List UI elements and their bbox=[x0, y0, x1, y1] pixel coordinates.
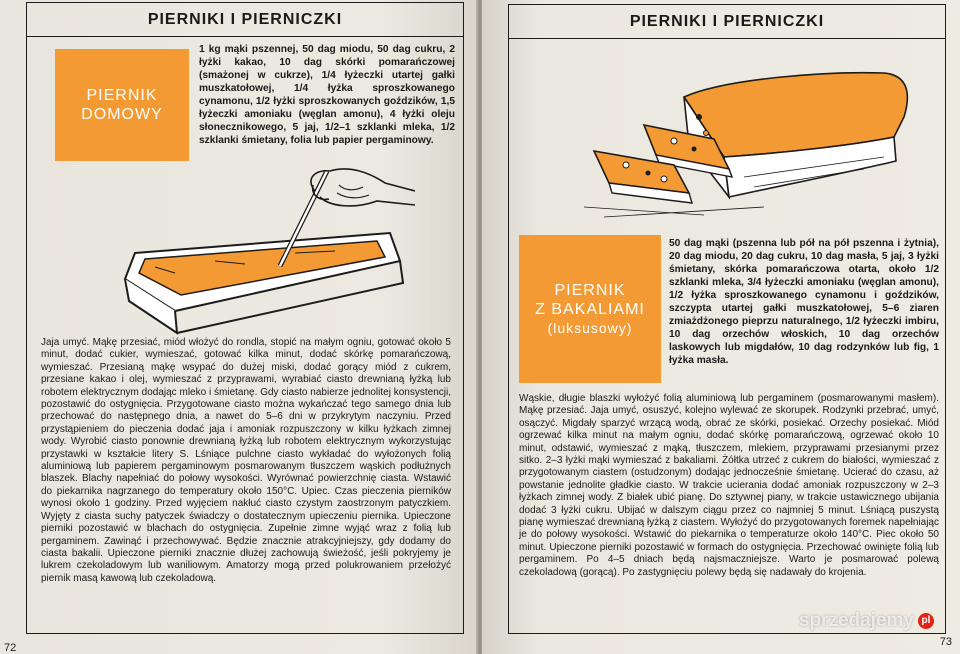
recipe-title-line: PIERNIK bbox=[554, 281, 626, 299]
right-page-frame bbox=[508, 4, 946, 634]
right-page bbox=[482, 0, 960, 654]
recipe-instructions: Jaja umyć. Mąkę przesiać, miód włożyć do rondla, stopić na małym ogniu, gotować około 5 minut, dodać cukier, wymieszać, gotować kilka minut, dodać skórkę pomarańczową, wymieszać. Przesianą mąkę wsypać do dużej miski, dodać gorący miód z cukrem, przesiane kakao i olej, wymieszać z przyprawami, wyrabiać ciasto drewnianą łyżką lub robotem elektrycznym dodając mleko i śmietanę. Gdy ciasto nabierze jednolitej konsystencji, pozostawić do ostygnięcia. Przygotowane ciasto można wykańczać tego samego dnia lub przechować do następnego dnia, a nawet do 5–6 dni w przykrytym naczyniu. Przed przystąpieniem do pieczenia dodać jaja i amoniak rozpuszczony w kilku łyżkach zimnej wody. Wyrobić ciasto ponownie drewnianą łyżką lub robotem elektrycznym wykorzystując przystawki w kształcie litery S. Lśniące pulchne ciasto wykładać do wyłożonych folią aluminiową lub papierem pergaminowym posmarowanym tłuszczem wąskich podłużnych blaszek. Blachy napełniać do połowy wysokości. Wyrównać powierzchnię ciasta. Wstawić do piekarnika nagrzanego do temperatury około 150°C. Upiec. Czas pieczenia pierników wynosi około 1 godziny. Przed wyjęciem nakłuć ciasto czystym zaostrzonym patyczkiem. Wyjęty z ciasta suchy patyczek świadczy o dostatecznym upieczeniu piernika. Upieczone pierniki pozostawić w blachach do ostygnięcia. Zupełnie zimne wyjąć wraz z folią lub pergaminem. Zawinąć i przechowywać. Będzie znacznie atrakcyjniejszy, gdy dodamy do ciasta bakalii. Upieczone pierniki znacznie dłużej zachowują świeżość, jeśli pokryjemy je lukrem czekoladowym lub waniliowym. Amatorzy mogą przed polukrowaniem przełożyć piernik masą kawową lub czekoladową. bbox=[41, 337, 451, 584]
recipe-title-piernik-domowy bbox=[55, 49, 189, 161]
watermark-badge: pl bbox=[918, 613, 934, 629]
watermark-text: sprzedajemy bbox=[798, 610, 914, 631]
page-number: 72 bbox=[4, 642, 17, 654]
recipe-title-line: Z BAKALIAMI bbox=[535, 300, 645, 318]
mixing-dough-illustration bbox=[115, 161, 415, 336]
recipe-title-line: DOMOWY bbox=[81, 106, 163, 123]
recipe-title-subtitle: (luksusowy) bbox=[547, 319, 633, 336]
left-page-frame bbox=[26, 2, 464, 634]
page-number: 73 bbox=[939, 636, 952, 648]
gingerbread-loaf-illustration bbox=[564, 57, 924, 232]
recipe-instructions: Wąskie, długie blaszki wyłożyć folią aluminiową lub pergaminem (posmarowanymi masłem). Mąkę przesiać. Jaja umyć, osuszyć, kolejno wylewać ze skorupek. Rodzynki przebrać, umyć, osączyć. Migdały sparzyć wrzącą wodą, obrać ze skórki, posiekać. Orzechy posiekać. Miód ogrzewać kilka minut na małym ogniu, dodać skórkę pomarańczową, ogrzewać około 10 minut, odstawić, wymieszać z mąką, tłuszczem, mlekiem, przyprawami przesianymi przez sitko. 2–3 łyżki mąki wymieszać z bakaliami. Żółtka utrzeć z cukrem do białości, wymieszać z przygotowanym ciastem (ostudzonym) dodając jednocześnie śmietanę. Ucierać do czasu, aż powstanie jednolite gładkie ciasto. W trakcie ucierania dodać amoniak rozpuszczony w 2–3 łyżkach zimnej wody. Z białek ubić pianę. Do sztywnej piany, w trakcie ustawicznego ubijania dodać 3 łyżki cukru. Ubijać w dalszym ciągu przez co najmniej 5 minut. Lśniącą puszystą pianę wymieszać drewnianą łyżką z ciastem. Wyłożyć do przygotowanych foremek napełniając je do połowy wysokości. Wstawić do piekarnika o temperaturze około 140°C. Piec około 50 minut. Upieczone pierniki pozostawić w formach do ostygnięcia. Przechować owinięte folią lub pergaminem. Po 4–5 dniach będą najsmaczniejsze. Warto je posmarować polewą czekoladową (gorącą). Po zastygnięciu polewy będą się nadawały do krojenia. bbox=[519, 393, 939, 578]
ingredients-list: 50 dag mąki (pszenna lub pół na pół pszenna i żytnia), 20 dag miodu, 20 dag cukru, 10 dag masła, 5 jaj, 3 łyżki śmietany, skórka pomarańczowa otarta, około 1/2 szklanki mleka, 3/4 łyżeczki amoniaku (węglan amonu), 1/2 łyżka sproszkowanego cynamonu i goździków, szczypta utartej gałki muszkatołowej, 5–6 ziaren zmiażdżonego pieprzu naturalnego, 1/2 łyżeczki imbiru, 10 dag orzechów włoskich, 10 dag orzechów laskowych lub migdałów, 10 dag rodzynków lub fig, 1 łyżka masła. bbox=[669, 238, 939, 366]
left-page bbox=[0, 0, 478, 654]
recipe-title-line: PIERNIK bbox=[86, 87, 158, 104]
right-page-header: PIERNIKI I PIERNICZKI bbox=[509, 5, 945, 39]
recipe-title-piernik-z-bakaliami bbox=[519, 235, 661, 383]
ingredients-list: 1 kg mąki pszennej, 50 dag miodu, 50 dag cukru, 2 łyżki kakao, 10 dag skórki pomarańczowej (smażonej w cukrze), 1/4 łyżeczki utartej gałki muszkatołowej, 1/4 łyżka sproszkowanego cynamonu, 1/2 łyżki sproszkowanych goździków, 1,5 łyżeczki amoniaku (węglan amonu), 4 łyżki oleju słonecznikowego, 5 jaj, 1/2–1 szklanki mleka, 1/2 szklanki śmietany, folia lub papier pergaminowy. bbox=[199, 44, 455, 146]
left-page-header: PIERNIKI I PIERNICZKI bbox=[27, 3, 463, 37]
watermark-logo bbox=[799, 610, 934, 632]
